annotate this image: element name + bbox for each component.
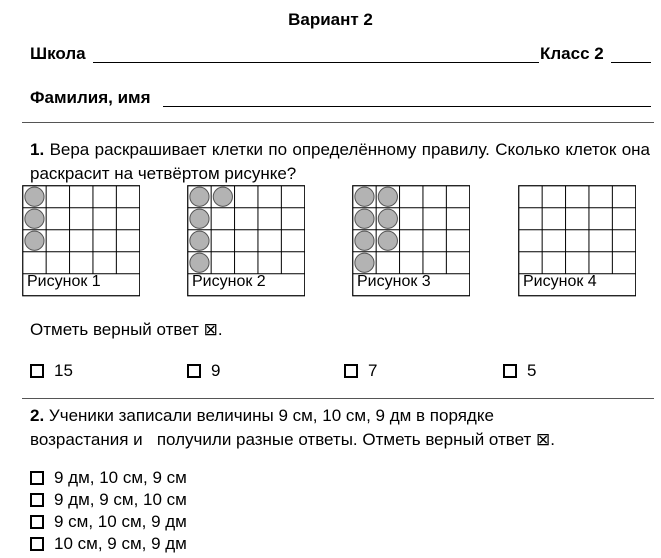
filled-cell-circle bbox=[25, 231, 44, 250]
question-2-text-line1: Ученики записали величины 9 см, 10 см, 9 дм в порядке bbox=[48, 406, 494, 425]
q1-option-3[interactable] bbox=[344, 361, 377, 381]
filled-cell-circle bbox=[190, 231, 209, 250]
checkbox[interactable] bbox=[344, 364, 358, 378]
page-title: Вариант 2 bbox=[288, 10, 373, 29]
filled-cell-circle bbox=[190, 187, 209, 206]
question-1-number: 1. bbox=[30, 140, 45, 159]
checkbox[interactable] bbox=[30, 537, 44, 551]
filled-cell-circle bbox=[213, 187, 232, 206]
question-2-number: 2. bbox=[30, 406, 45, 425]
q1-option-4-label: 5 bbox=[527, 361, 537, 380]
filled-cell-circle bbox=[355, 253, 374, 272]
filled-cell-circle bbox=[355, 187, 374, 206]
filled-cell-circle bbox=[25, 187, 44, 206]
q2-option-2-label: 9 дм, 9 см, 10 см bbox=[54, 490, 187, 509]
checkbox[interactable] bbox=[30, 364, 44, 378]
figure-1-caption: Рисунок 1 bbox=[27, 273, 101, 290]
school-label: Школа bbox=[30, 44, 86, 63]
name-field[interactable] bbox=[163, 88, 651, 107]
question-1-instruction: Отметь верный ответ ⊠. bbox=[30, 320, 223, 339]
q2-option-3[interactable] bbox=[30, 512, 187, 532]
filled-cell-circle bbox=[355, 231, 374, 250]
q2-option-2[interactable] bbox=[30, 490, 187, 510]
figure-4 bbox=[518, 185, 636, 297]
class-field[interactable] bbox=[611, 44, 651, 63]
q1-option-3-label: 7 bbox=[368, 361, 378, 380]
q1-option-4[interactable] bbox=[503, 361, 536, 381]
q2-option-3-label: 9 см, 10 см, 9 дм bbox=[54, 512, 187, 531]
filled-cell-circle bbox=[378, 209, 397, 228]
question-2 bbox=[30, 404, 655, 452]
q2-option-1-label: 9 дм, 10 см, 9 см bbox=[54, 468, 187, 487]
filled-cell-circle bbox=[378, 231, 397, 250]
figure-4-caption: Рисунок 4 bbox=[523, 273, 597, 290]
question-2-text-line2: возрастания и получили разные ответы. Отметь верный ответ ⊠. bbox=[30, 430, 555, 449]
figure-3 bbox=[352, 185, 470, 297]
q2-option-4[interactable] bbox=[30, 534, 187, 554]
filled-cell-circle bbox=[190, 209, 209, 228]
figure-2 bbox=[187, 185, 305, 297]
q1-option-2[interactable] bbox=[187, 361, 220, 381]
class-label: Класс 2 bbox=[540, 44, 604, 63]
q1-option-2-label: 9 bbox=[211, 361, 221, 380]
q2-option-1[interactable] bbox=[30, 468, 187, 488]
divider bbox=[22, 122, 654, 123]
checkbox[interactable] bbox=[30, 515, 44, 529]
checkbox[interactable] bbox=[503, 364, 517, 378]
filled-cell-circle bbox=[190, 253, 209, 272]
figure-2-caption: Рисунок 2 bbox=[192, 273, 266, 290]
checkbox[interactable] bbox=[187, 364, 201, 378]
school-field[interactable] bbox=[93, 44, 539, 63]
filled-cell-circle bbox=[25, 209, 44, 228]
name-label: Фамилия, имя bbox=[30, 88, 151, 107]
question-1 bbox=[30, 138, 650, 186]
q1-option-1[interactable] bbox=[30, 361, 73, 381]
filled-cell-circle bbox=[355, 209, 374, 228]
checkbox[interactable] bbox=[30, 493, 44, 507]
question-1-text: Вера раскрашивает клетки по определённому правилу. Сколько клеток она раскрасит на четвёртом рисунке? bbox=[30, 140, 650, 183]
figure-1 bbox=[22, 185, 140, 297]
figure-3-caption: Рисунок 3 bbox=[357, 273, 431, 290]
q2-option-4-label: 10 см, 9 см, 9 дм bbox=[54, 534, 187, 553]
divider bbox=[22, 398, 654, 399]
checkbox[interactable] bbox=[30, 471, 44, 485]
q1-option-1-label: 15 bbox=[54, 361, 73, 380]
filled-cell-circle bbox=[378, 187, 397, 206]
